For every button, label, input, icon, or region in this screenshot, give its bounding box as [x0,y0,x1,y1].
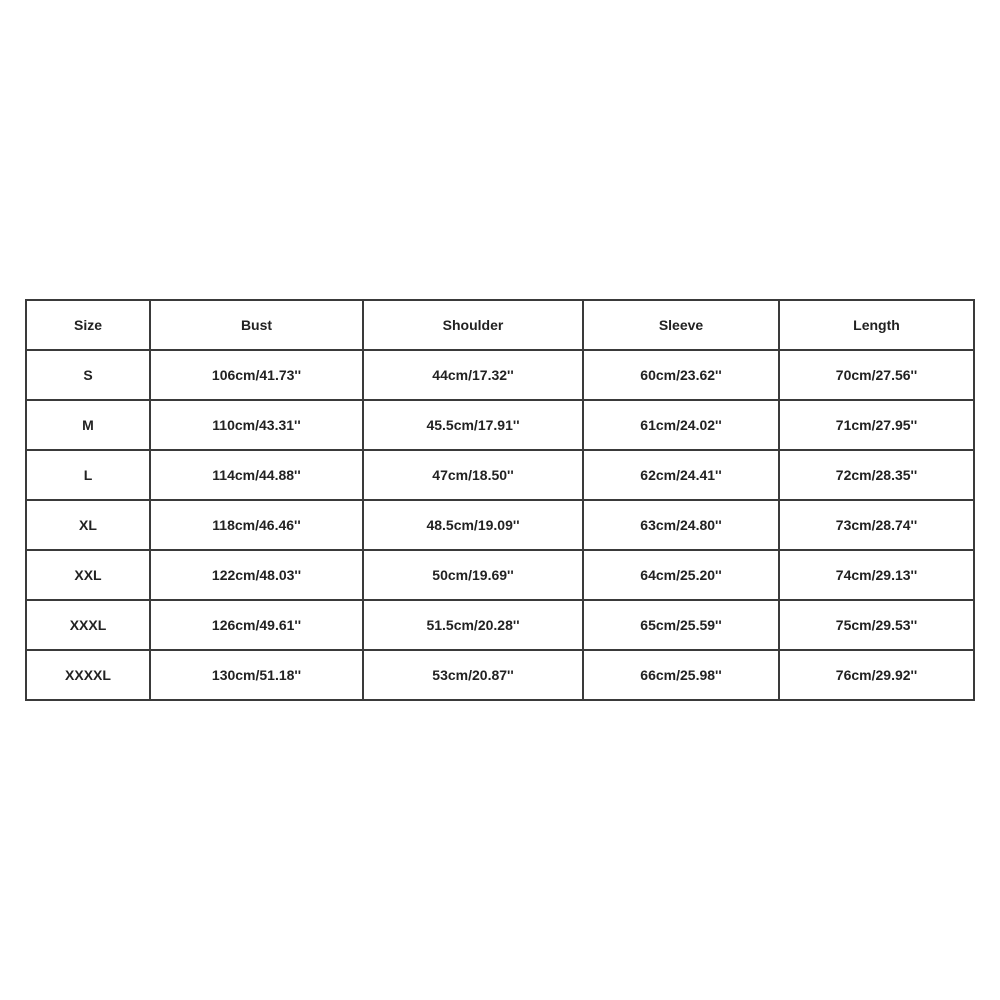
table-row [26,550,974,600]
table-row [26,500,974,550]
shoulder-cell: 47cm/18.50'' [363,450,583,500]
length-cell: 74cm/29.13'' [779,550,974,600]
size-cell: XXXXL [26,650,150,700]
bust-cell: 122cm/48.03'' [150,550,363,600]
sleeve-cell: 64cm/25.20'' [583,550,779,600]
table-row [26,450,974,500]
bust-cell: 130cm/51.18'' [150,650,363,700]
shoulder-cell: 45.5cm/17.91'' [363,400,583,450]
size-chart-table [25,299,975,701]
header-row [26,300,974,350]
table-row [26,400,974,450]
shoulder-cell: 48.5cm/19.09'' [363,500,583,550]
table-row [26,650,974,700]
size-cell: M [26,400,150,450]
header-shoulder: Shoulder [363,300,583,350]
table-row [26,350,974,400]
bust-cell: 110cm/43.31'' [150,400,363,450]
length-cell: 70cm/27.56'' [779,350,974,400]
shoulder-cell: 51.5cm/20.28'' [363,600,583,650]
table-row [26,600,974,650]
length-cell: 76cm/29.92'' [779,650,974,700]
bust-cell: 114cm/44.88'' [150,450,363,500]
sleeve-cell: 62cm/24.41'' [583,450,779,500]
length-cell: 73cm/28.74'' [779,500,974,550]
header-bust: Bust [150,300,363,350]
shoulder-cell: 50cm/19.69'' [363,550,583,600]
size-cell: XXXL [26,600,150,650]
length-cell: 71cm/27.95'' [779,400,974,450]
header-length: Length [779,300,974,350]
size-cell: L [26,450,150,500]
length-cell: 75cm/29.53'' [779,600,974,650]
shoulder-cell: 53cm/20.87'' [363,650,583,700]
sleeve-cell: 60cm/23.62'' [583,350,779,400]
bust-cell: 106cm/41.73'' [150,350,363,400]
sleeve-cell: 66cm/25.98'' [583,650,779,700]
sleeve-cell: 65cm/25.59'' [583,600,779,650]
sleeve-cell: 61cm/24.02'' [583,400,779,450]
header-size: Size [26,300,150,350]
size-cell: S [26,350,150,400]
bust-cell: 118cm/46.46'' [150,500,363,550]
bust-cell: 126cm/49.61'' [150,600,363,650]
sleeve-cell: 63cm/24.80'' [583,500,779,550]
shoulder-cell: 44cm/17.32'' [363,350,583,400]
size-cell: XXL [26,550,150,600]
size-cell: XL [26,500,150,550]
header-sleeve: Sleeve [583,300,779,350]
length-cell: 72cm/28.35'' [779,450,974,500]
